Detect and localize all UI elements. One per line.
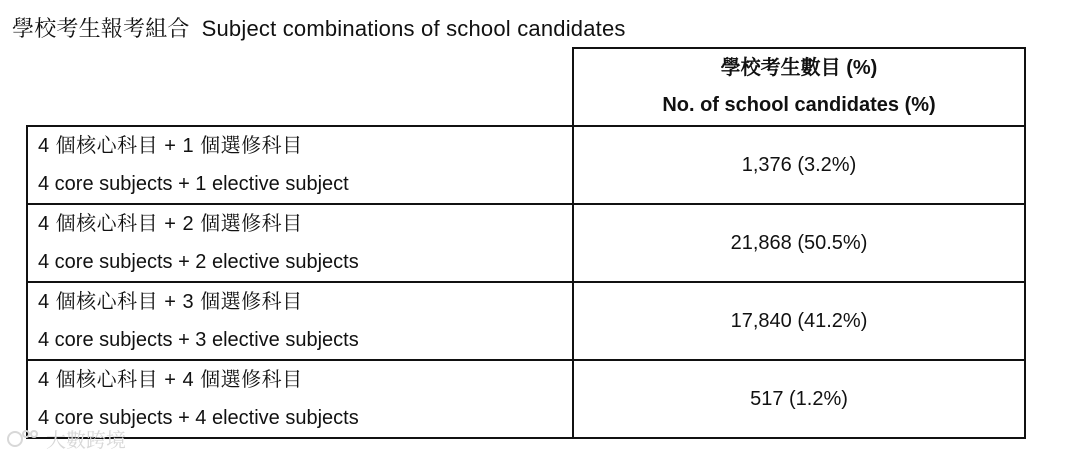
table-header-row bbox=[27, 48, 1025, 126]
watermark bbox=[6, 424, 126, 453]
candidates-value: 517 (1.2%) bbox=[573, 360, 1025, 438]
candidates-value: 1,376 (3.2%) bbox=[573, 126, 1025, 204]
combination-en: 4 core subjects + 3 elective subjects bbox=[38, 329, 359, 351]
title-zh: 學校考生報考組合 bbox=[12, 16, 190, 41]
combination-cell bbox=[27, 282, 573, 360]
title-en: Subject combinations of school candidates bbox=[201, 16, 626, 41]
candidates-value: 21,868 (50.5%) bbox=[573, 204, 1025, 282]
table-row bbox=[27, 360, 1025, 438]
combination-zh: 4 個核心科目 + 1 個選修科目 bbox=[38, 135, 303, 157]
brand-logo-icon bbox=[6, 428, 40, 450]
combination-cell bbox=[27, 204, 573, 282]
page-title bbox=[12, 12, 626, 43]
combination-en: 4 core subjects + 4 elective subjects bbox=[38, 407, 359, 429]
combination-en: 4 core subjects + 1 elective subject bbox=[38, 173, 349, 195]
combination-zh: 4 個核心科目 + 4 個選修科目 bbox=[38, 369, 303, 391]
candidates-value: 17,840 (41.2%) bbox=[573, 282, 1025, 360]
combination-zh: 4 個核心科目 + 3 個選修科目 bbox=[38, 291, 303, 313]
subject-combination-table bbox=[26, 47, 1026, 439]
watermark-text: 大數跨境 bbox=[46, 430, 126, 452]
header-blank-cell bbox=[27, 48, 573, 126]
header-zh: 學校考生數目 (%) bbox=[720, 57, 878, 79]
table-row bbox=[27, 126, 1025, 204]
combination-zh: 4 個核心科目 + 2 個選修科目 bbox=[38, 213, 303, 235]
header-en: No. of school candidates (%) bbox=[662, 94, 936, 116]
table-row bbox=[27, 282, 1025, 360]
table-row bbox=[27, 204, 1025, 282]
header-cell bbox=[573, 48, 1025, 126]
combination-cell bbox=[27, 126, 573, 204]
combination-en: 4 core subjects + 2 elective subjects bbox=[38, 251, 359, 273]
